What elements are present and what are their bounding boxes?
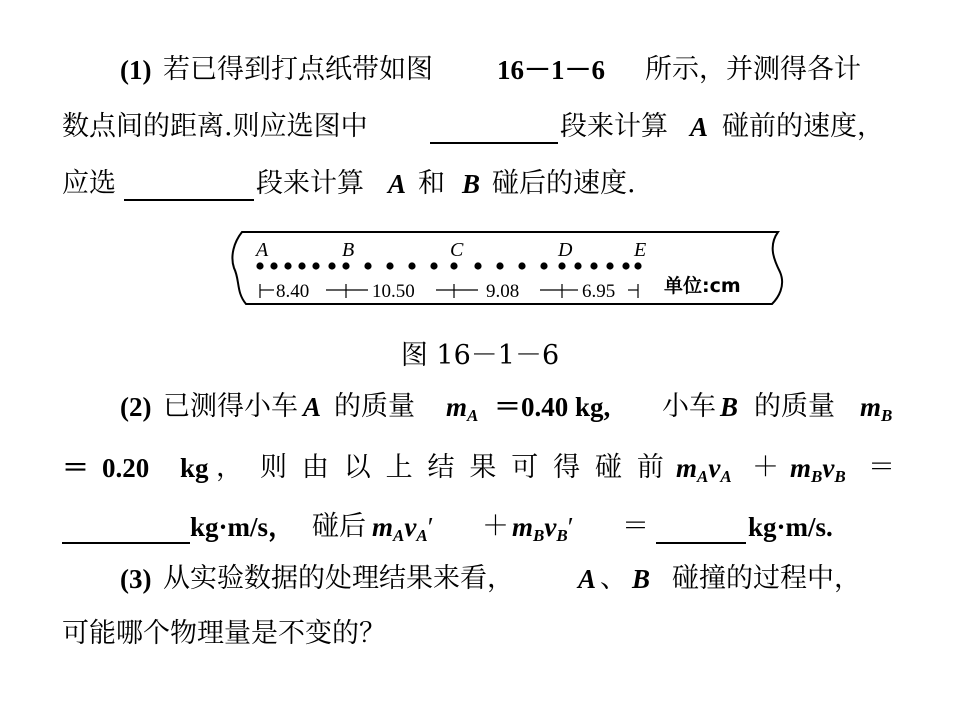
equals-sign: ＝ [62,453,89,483]
comma: ， [216,452,243,483]
q2-text: 已测得小车 [163,391,298,422]
q1-number: (1) [120,55,152,85]
segment-cd-length: 9.08 [486,281,520,302]
q2-number: (2) [120,392,152,422]
momentum-b-after: $m_Bv_B'$ [512,512,574,545]
tape-dot [540,262,547,269]
answer-blank-before-collision-segment[interactable] [430,112,558,144]
q1-text: 碰后的速度. [492,168,636,199]
q2-spaced-text: 则 由 以 上 结 果 可 得 碰 前 [260,452,664,483]
q1-line-3 [0,162,960,206]
q2-line-3 [0,505,960,549]
var-a: A [303,392,322,422]
q1-text: 若已得到打点纸带如图 [163,54,433,85]
equals-sign: ＝ [622,511,649,542]
momentum-b-before: $m_Bv_B$ [790,453,846,486]
ticker-tape-figure [228,226,788,310]
q2-line-1 [0,385,960,429]
q3-text: 可能哪个物理量是不变的？ [62,618,386,649]
q3-text: 碰撞的过程中， [672,563,861,594]
tape-dot [634,262,641,269]
mass-b-value: 0.20 [102,453,150,483]
q2-text: 碰后 [312,511,366,542]
point-labels [254,239,646,261]
q1-text: 应选 [62,168,116,199]
point-label-e: E [634,239,647,261]
tape-dot [408,262,415,269]
mass-b-symbol: $m_B$ [860,392,893,425]
answer-blank-momentum-before[interactable] [62,512,190,544]
answer-blank-after-collision-segment[interactable] [124,169,254,201]
q3-line-2 [0,612,960,656]
q1-line-1 [0,48,960,92]
q1-text: 段来计算 [256,168,364,199]
mass-a-symbol: $m_A$ [446,392,479,425]
answer-blank-momentum-after[interactable] [656,512,746,544]
figure-caption: 图 16－1－6 [400,340,560,371]
var-a: A [388,169,407,199]
equals-sign: ＝ [868,452,895,483]
tape-dot [256,262,263,269]
tape-dot [364,262,371,269]
tape-dots [256,262,641,269]
var-b: B [720,392,739,422]
point-label-c: C [450,239,464,261]
tape-dot [622,262,629,269]
unit-momentum: kg·m/s， [190,512,296,542]
tape-dot [450,262,457,269]
q1-text: 碰前的速度， [722,111,884,142]
q1-line-2 [0,105,960,149]
segment-ab-length: 8.40 [276,281,310,302]
q2-text: 的质量 [754,391,835,422]
point-label-d: D [558,239,573,261]
separator: 、 [600,563,627,594]
point-label-a: A [256,239,269,261]
segment-de-length: 6.95 [582,281,616,302]
unit-kg: kg [180,453,209,483]
tape-dot [328,262,335,269]
plus-sign: ＋ [752,452,779,483]
tape-dot [606,262,613,269]
q2-line-2 [0,446,960,490]
unit-momentum: kg·m/s. [748,512,833,542]
segment-lengths [276,281,615,302]
tape-dot [496,262,503,269]
q3-text: 从实验数据的处理结果来看， [163,563,514,594]
q1-text: 和 [418,168,445,199]
point-label-b: B [342,239,355,261]
tape-dot [430,262,437,269]
segment-bc-length: 10.50 [372,281,415,302]
tape-dot [574,262,581,269]
tape-dot [284,262,291,269]
var-b: B [632,564,651,594]
var-a: A [578,564,597,594]
var-b: B [462,169,481,199]
q2-text: 小车 [662,391,716,422]
mass-a-value: ＝0.40 kg, [494,392,611,422]
q3-line-1 [0,557,960,601]
q1-text: 数点间的距离.则应选图中 [62,111,368,142]
q2-text: 的质量 [334,391,415,422]
tape-dot [312,262,319,269]
q1-text: 段来计算 [560,111,668,142]
q1-text: 所示，并测得各计 [645,54,861,85]
tape-dot [342,262,349,269]
tape-dot [590,262,597,269]
q3-number: (3) [120,564,152,594]
tape-dot [270,262,277,269]
tape-dot [518,262,525,269]
tape-dot [298,262,305,269]
momentum-a-after: $m_Av_A'$ [372,512,434,545]
tape-dot [386,262,393,269]
unit-label: 单位:cm [664,275,741,297]
figure-reference: 16－1－6 [497,55,605,85]
var-a: A [690,112,709,142]
plus-sign: ＋ [482,511,509,542]
tape-dot [558,262,565,269]
momentum-a-before: $m_Av_A$ [676,453,732,486]
tape-dot [474,262,481,269]
